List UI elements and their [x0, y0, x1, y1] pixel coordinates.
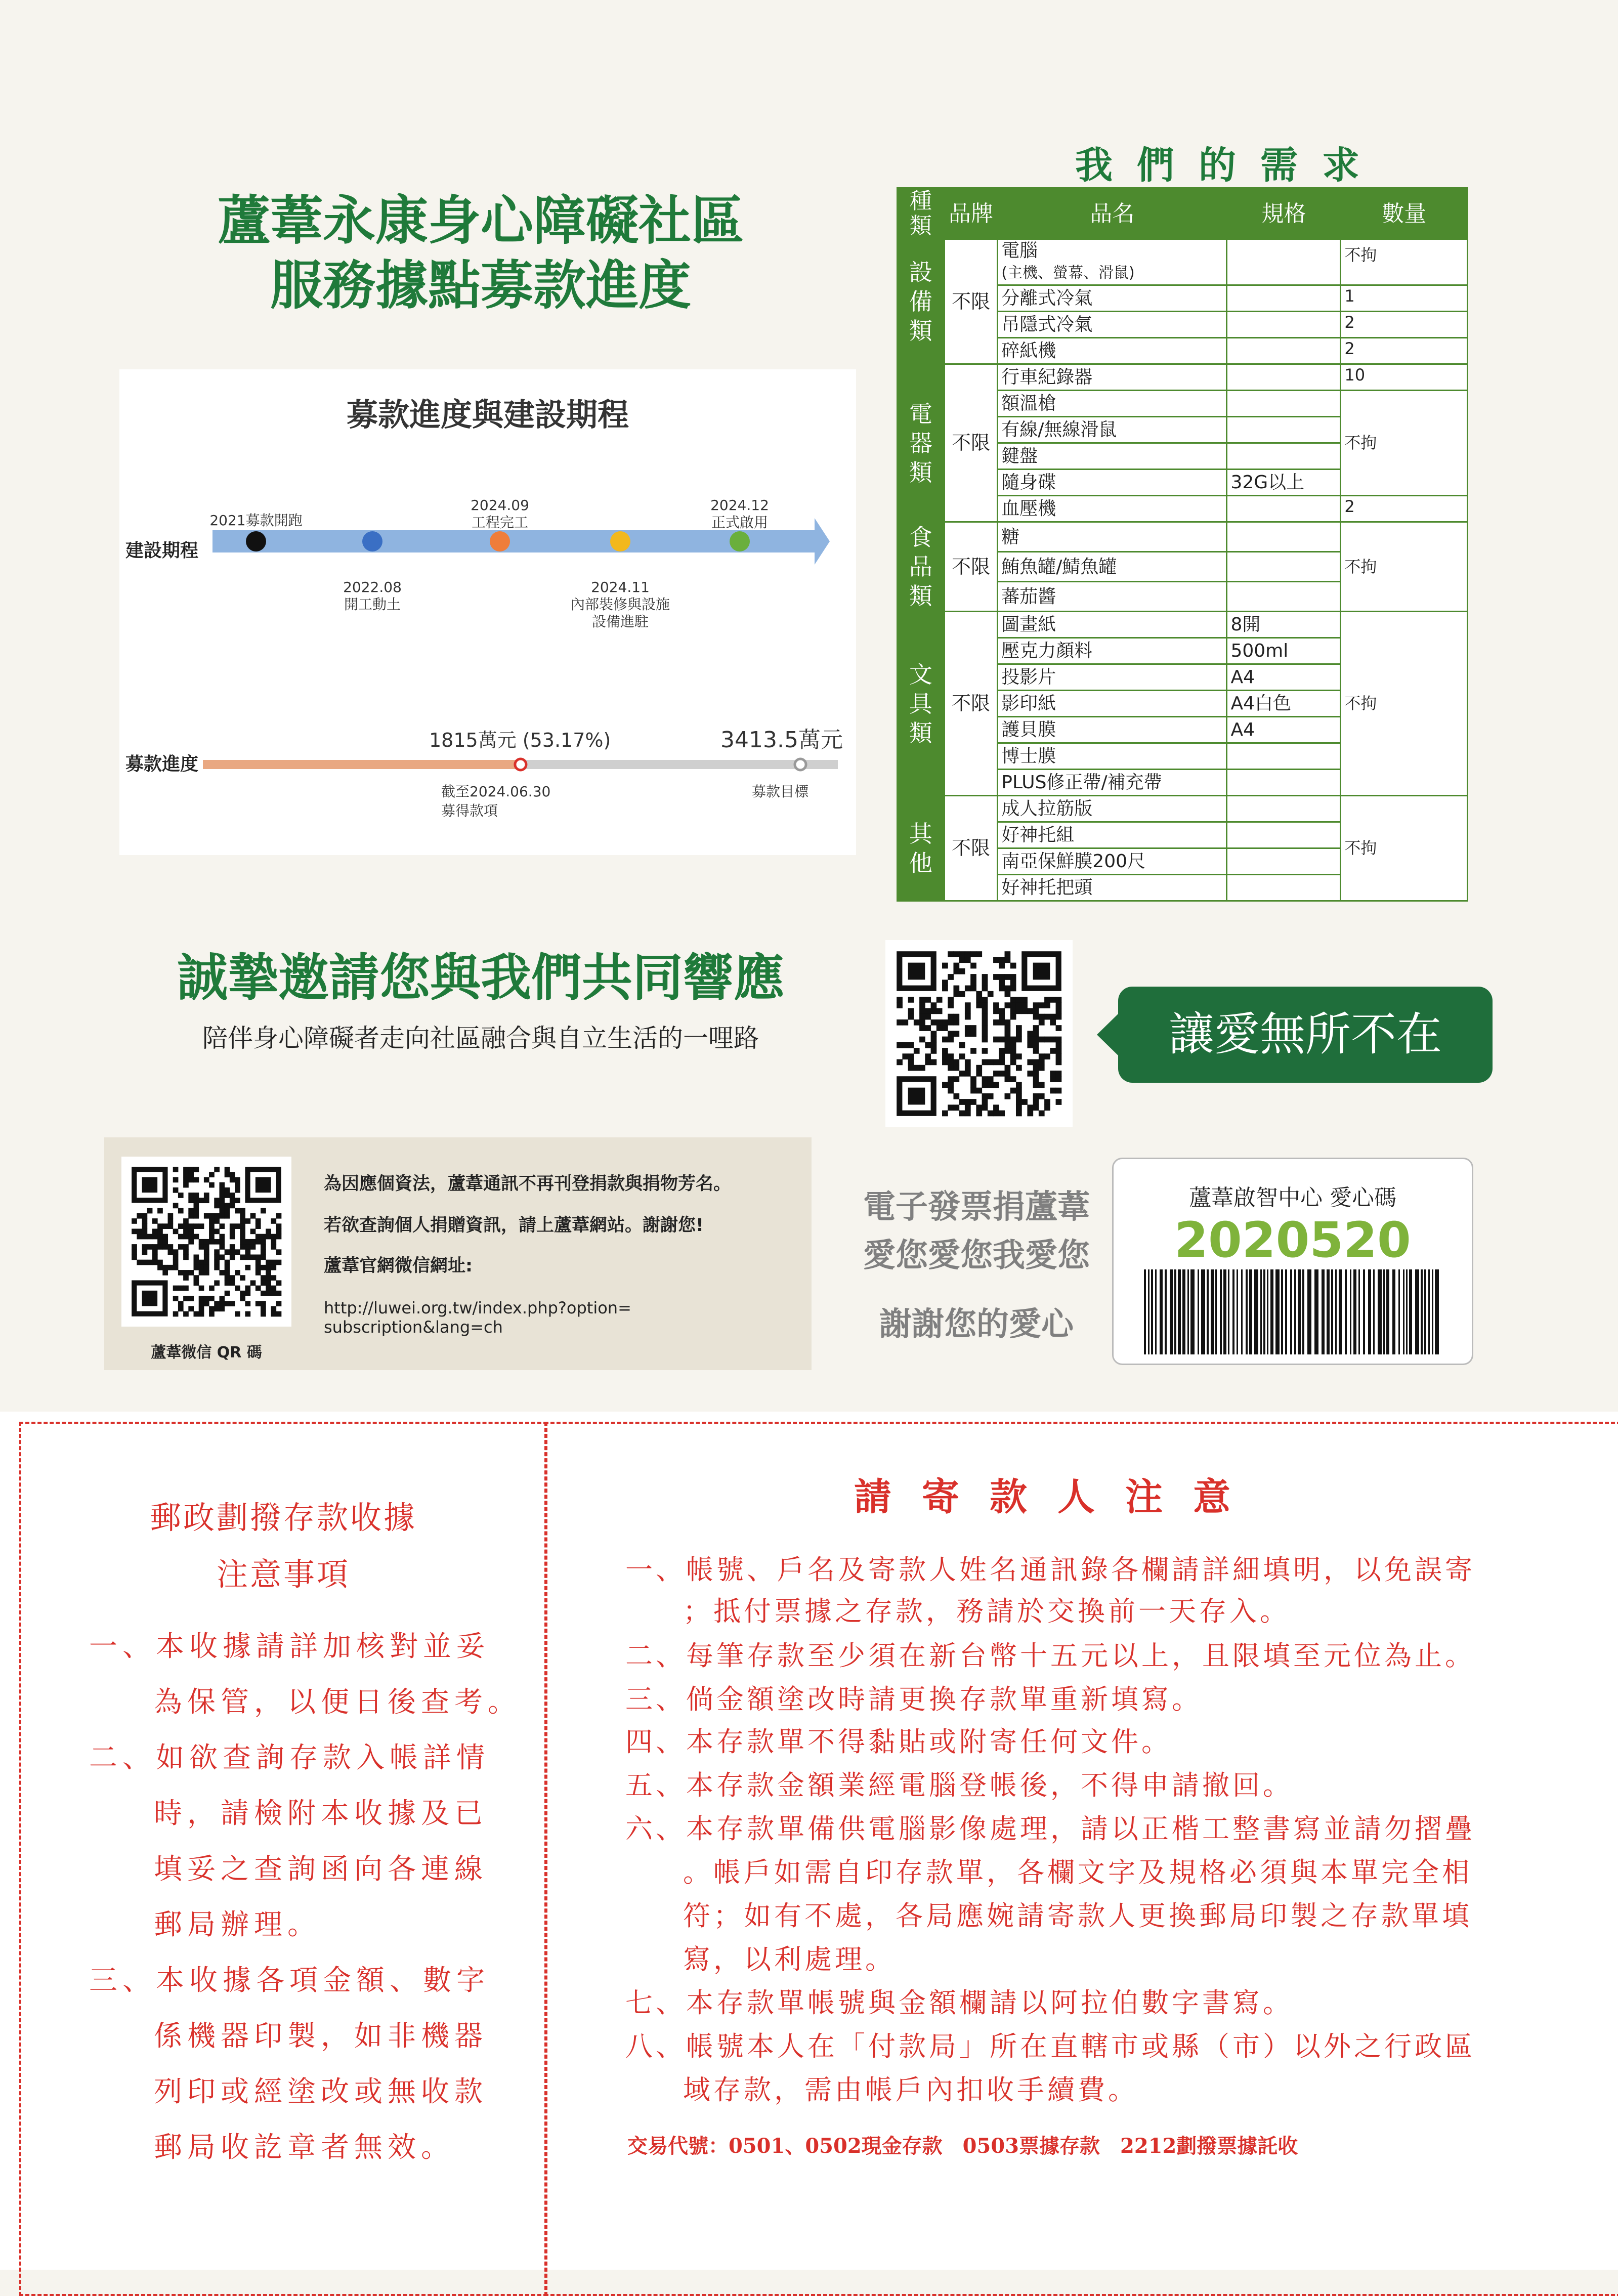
needs-row: [898, 796, 1468, 822]
needs-item-spec: [1227, 552, 1341, 582]
fund-raised-bar: [203, 760, 521, 769]
needs-item-spec: 8開: [1227, 612, 1341, 638]
timeline-graphic: [119, 369, 856, 855]
needs-brand: 不限: [944, 612, 998, 796]
needs-item-name: 額溫槍: [998, 391, 1227, 417]
receipt-note-line: 一、本收據請詳加核對並妥: [89, 1630, 490, 1663]
needs-item-name: 鍵盤: [998, 443, 1227, 470]
needs-item-spec: [1227, 417, 1341, 443]
needs-item-spec: A4: [1227, 717, 1341, 743]
wechat-qr-code[interactable]: [121, 1157, 291, 1327]
milestone-dot: [730, 531, 750, 551]
needs-item-spec: 500ml: [1227, 638, 1341, 664]
needs-item-name: PLUS修正帶/補充帶: [998, 770, 1227, 796]
needs-row: [898, 612, 1468, 638]
progress-chart-panel: [119, 369, 856, 855]
wechat-qr-caption: 蘆葦微信 QR 碼: [151, 1344, 262, 1362]
love-slogan-bubble: 讓愛無所不在: [1118, 987, 1493, 1083]
needs-item-spec: [1227, 239, 1341, 285]
needs-item-spec: [1227, 285, 1341, 312]
main-title-line2: 服務據點募款進度: [270, 254, 691, 316]
needs-brand: 不限: [944, 364, 998, 522]
needs-row: [898, 522, 1468, 552]
goal-amount: 3413.5萬元: [720, 727, 843, 753]
milestone-dot: [362, 531, 382, 551]
raised-amount: 1815萬元 (53.17%): [429, 729, 611, 751]
notice-line: 八、帳號本人在「付款局」所在直轄市或縣（市）以外之行政區: [625, 2030, 1475, 2062]
needs-item-name: 糖: [998, 522, 1227, 552]
needs-category: 食 品 類: [898, 522, 945, 612]
notice-line: ；抵付票據之存款，務請於交換前一天存入。: [683, 1595, 1290, 1627]
needs-item-qty: 不拘: [1341, 522, 1468, 612]
receipt-note-line: 時，請檢附本收據及已: [154, 1797, 488, 1830]
needs-item-spec: [1227, 443, 1341, 470]
needs-item-name: 蕃茄醬: [998, 582, 1227, 612]
love-code-card: [1112, 1158, 1473, 1365]
needs-item-name: 隨身碟: [998, 470, 1227, 496]
milestone-label: 2022.08 開工動土: [343, 579, 402, 613]
needs-item-name: 碎紙機: [998, 338, 1227, 364]
receipt-note-line: 係機器印製，如非機器: [154, 2020, 488, 2053]
donation-qr-code[interactable]: [885, 940, 1073, 1127]
needs-item-qty: 2: [1341, 338, 1468, 364]
wechat-url[interactable]: http://luwei.org.tw/index.php?option= subscription&lang=ch: [324, 1298, 631, 1337]
notice-title: 請寄款人注意: [854, 1475, 1261, 1519]
milestone-label: 2021募款開跑: [209, 512, 303, 529]
milestone-dot: [246, 531, 266, 551]
receipt-note-line: 二、如欲查詢存款入帳詳情: [89, 1741, 490, 1774]
milestone-label: 2024.09 工程完工: [471, 497, 529, 531]
privacy-info-box: [104, 1137, 812, 1370]
raised-note-line1: 截至2024.06.30: [441, 783, 551, 800]
notice-line: 。帳戶如需自印存款單，各欄文字及規格必須與本單完全相: [683, 1856, 1472, 1888]
main-title-line1: 蘆葦永康身心障礙社區: [217, 190, 744, 251]
needs-brand: 不限: [944, 239, 998, 364]
receipt-note-line: 填妥之查詢函向各連線: [154, 1853, 488, 1886]
needs-item-spec: [1227, 364, 1341, 391]
needs-item-spec: [1227, 822, 1341, 848]
needs-category: 設 備 類: [898, 239, 945, 364]
header-spec: 規格: [1227, 188, 1341, 239]
needs-brand: 不限: [944, 522, 998, 612]
needs-item-spec: [1227, 796, 1341, 822]
needs-category: 電 器 類: [898, 364, 945, 522]
needs-brand: 不限: [944, 796, 998, 901]
needs-item-name: 成人拉筋版: [998, 796, 1227, 822]
notice-line: 七、本存款單帳號與金額欄請以阿拉伯數字書寫。: [625, 1987, 1293, 2019]
receipt-note-line: 三、本收據各項金額、數字: [89, 1964, 490, 1997]
notice-line: 寫，以利處理。: [683, 1943, 896, 1975]
needs-item-name: 圖畫紙: [998, 612, 1227, 638]
needs-item-name: 護貝膜: [998, 717, 1227, 743]
construction-row-label: 建設期程: [125, 540, 199, 561]
milestone-dot: [610, 531, 630, 551]
needs-category: 其 他: [898, 796, 945, 901]
slogan-bubble-tail: [1097, 1012, 1120, 1057]
needs-item-qty: 不拘: [1341, 796, 1468, 901]
love-code-title: 蘆葦啟智中心 愛心碼: [1189, 1185, 1396, 1211]
privacy-notice-line2: 若欲查詢個人捐贈資訊，請上蘆葦網站。謝謝您!: [324, 1215, 704, 1236]
notice-line: 四、本存款單不得黏貼或附寄任何文件。: [625, 1726, 1172, 1758]
needs-item-name: 血壓機: [998, 496, 1227, 522]
needs-item-spec: [1227, 582, 1341, 612]
needs-item-qty: 2: [1341, 496, 1468, 522]
notice-line: 域存款，需由帳戶內扣收手續費。: [683, 2074, 1138, 2106]
needs-item-qty: 1: [1341, 285, 1468, 312]
needs-item-spec: 32G以上: [1227, 470, 1341, 496]
needs-item-name: 博士膜: [998, 743, 1227, 770]
notice-line: 五、本存款金額業經電腦登帳後，不得申請撤回。: [625, 1769, 1293, 1801]
fund-raised-marker: [515, 759, 526, 770]
notice-line: 三、倘金額塗改時請更換存款單重新填寫。: [625, 1683, 1202, 1715]
invite-title: 誠摯邀請您與我們共同響應: [177, 948, 784, 1007]
love-code-number: 2020520: [1174, 1212, 1411, 1268]
needs-item-name: 南亞保鮮膜200尺: [998, 848, 1227, 875]
needs-item-spec: [1227, 522, 1341, 552]
needs-header-row: [898, 188, 1468, 239]
needs-item-name: 分離式冷氣: [998, 285, 1227, 312]
needs-item-spec: [1227, 875, 1341, 901]
einvoice-line3: 謝謝您的愛心: [879, 1306, 1074, 1343]
receipt-title-line2: 注意事項: [216, 1556, 350, 1593]
qr-code-graphic: [121, 1157, 291, 1327]
needs-item-qty: 不拘: [1341, 612, 1468, 796]
notice-line: 符；如有不處，各局應婉請寄款人更換郵局印製之存款單填: [683, 1900, 1472, 1932]
wechat-url-label: 蘆葦官網微信網址:: [324, 1256, 473, 1276]
receipt-title-line1: 郵政劃撥存款收據: [149, 1499, 417, 1536]
receipt-note-line: 郵局收訖章者無效。: [154, 2131, 454, 2164]
needs-row: [898, 364, 1468, 391]
receipt-note-line: 郵局辦理。: [154, 1908, 321, 1941]
notice-line: 二、每筆存款至少須在新台幣十五元以上，且限填至元位為止。: [625, 1640, 1475, 1672]
needs-item-qty: 不拘: [1341, 391, 1468, 496]
needs-item-name: 影印紙: [998, 691, 1227, 717]
needs-item-spec: [1227, 312, 1341, 338]
needs-row: [898, 239, 1468, 285]
notice-line: 一、帳號、戶名及寄款人姓名通訊錄各欄請詳細填明，以免誤寄: [625, 1554, 1475, 1586]
needs-item-name: 行車紀錄器: [998, 364, 1227, 391]
needs-item-spec: [1227, 391, 1341, 417]
needs-item-qty: 不拘: [1341, 239, 1468, 285]
invite-subtitle: 陪伴身心障礙者走向社區融合與自立生活的一哩路: [202, 1024, 759, 1053]
needs-category: 文 具 類: [898, 612, 945, 796]
header-brand: 品牌: [944, 188, 998, 239]
needs-item-spec: [1227, 743, 1341, 770]
milestone-label: 2024.11 內部裝修與設施 設備進駐: [570, 579, 670, 630]
qr-code-graphic: [885, 940, 1073, 1127]
needs-item-name: 壓克力顏料: [998, 638, 1227, 664]
raised-note-line2: 募得款項: [441, 802, 498, 819]
needs-item-spec: [1227, 338, 1341, 364]
chart-title: 募款進度與建設期程: [346, 396, 629, 433]
receipt-note-line: 列印或經塗改或無收款: [154, 2075, 488, 2108]
transaction-codes: 交易代號：0501、0502現金存款 0503票據存款 2212劃撥票據託收: [627, 2134, 1298, 2158]
needs-item-name: 好神托把頭: [998, 875, 1227, 901]
needs-title: 我們的需求: [1075, 144, 1384, 187]
needs-item-name: 鮪魚罐/鯖魚罐: [998, 552, 1227, 582]
needs-item-name: 電腦 (主機、螢幕、滑鼠): [998, 239, 1227, 285]
milestone-label: 2024.12 正式啟用: [710, 497, 769, 531]
needs-item-name: 投影片: [998, 664, 1227, 691]
notice-line: 六、本存款單備供電腦影像處理，請以正楷工整書寫並請勿摺疊: [625, 1813, 1475, 1845]
header-qty: 數量: [1341, 188, 1468, 239]
needs-item-spec: [1227, 848, 1341, 875]
needs-item-name: 有線/無線滑鼠: [998, 417, 1227, 443]
einvoice-line2: 愛您愛您我愛您: [863, 1237, 1090, 1274]
needs-item-name: 吊隱式冷氣: [998, 312, 1227, 338]
needs-table: [897, 187, 1468, 902]
privacy-notice-line1: 為因應個資法，蘆葦通訊不再刊登捐款與捐物芳名。: [324, 1174, 732, 1194]
milestone-dot: [490, 531, 510, 551]
needs-item-qty: 10: [1341, 364, 1468, 391]
fundraising-row-label: 募款進度: [125, 754, 199, 775]
fund-goal-marker: [795, 759, 806, 770]
header-item: 品名: [998, 188, 1227, 239]
receipt-note-line: 為保管，以便日後查考。: [154, 1686, 521, 1719]
header-category: 種類: [898, 188, 945, 239]
needs-item-spec: A4: [1227, 664, 1341, 691]
needs-item-qty: 2: [1341, 312, 1468, 338]
needs-item-spec: [1227, 770, 1341, 796]
einvoice-line1: 電子發票捐蘆葦: [863, 1188, 1090, 1226]
needs-item-spec: [1227, 496, 1341, 522]
needs-item-spec: A4白色: [1227, 691, 1341, 717]
love-code-barcode: [1144, 1269, 1441, 1354]
goal-note: 募款目標: [752, 783, 809, 800]
needs-item-name: 好神托組: [998, 822, 1227, 848]
